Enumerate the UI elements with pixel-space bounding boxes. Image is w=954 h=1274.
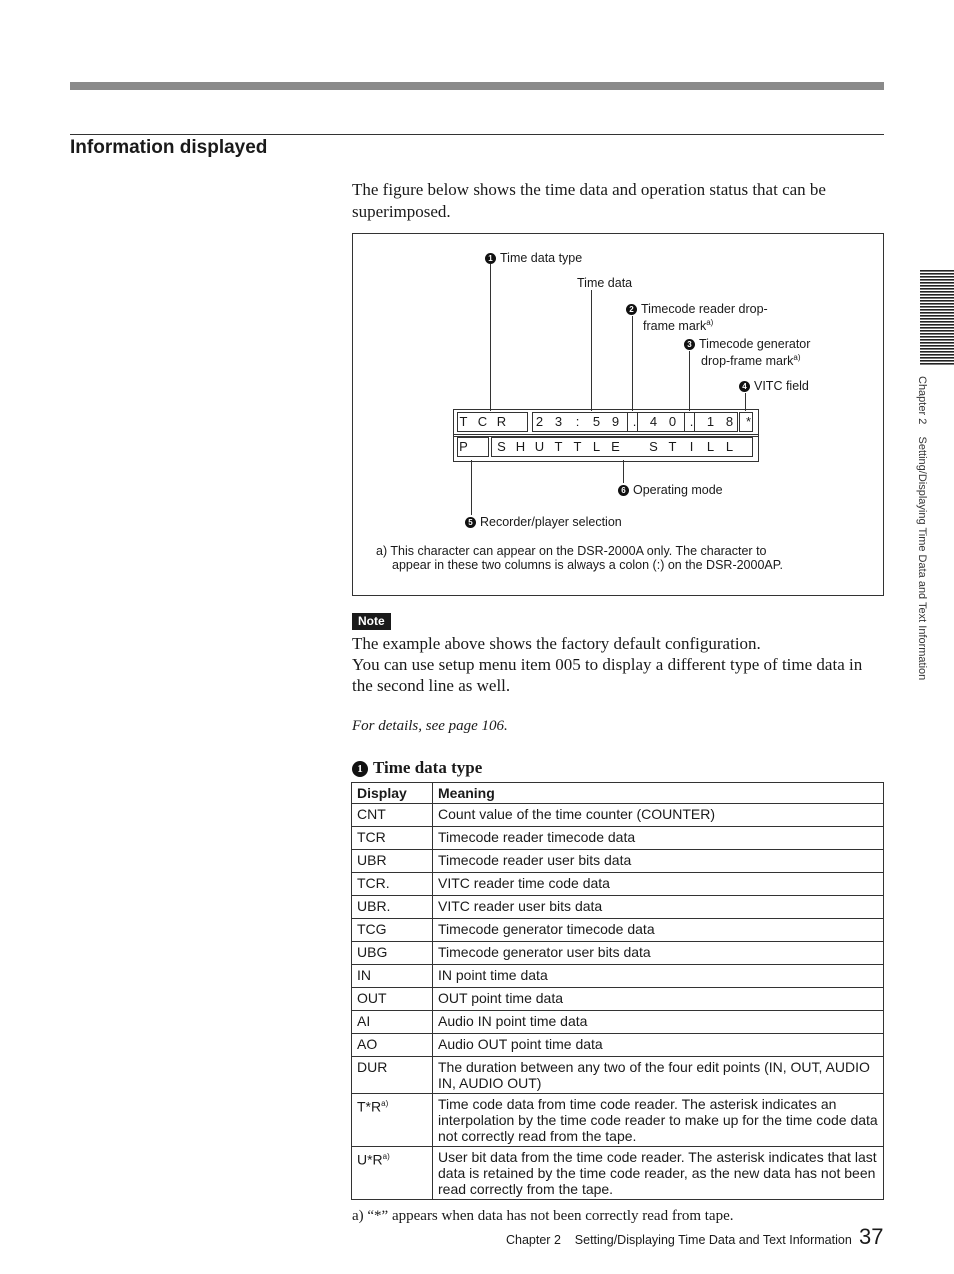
table-row (352, 942, 884, 965)
display-char: 5 (592, 414, 601, 429)
display-code: TCR (357, 829, 386, 845)
table-header-row (352, 783, 884, 804)
callout-number-6: 6 (618, 485, 629, 496)
display-code: UBG (357, 944, 388, 960)
meaning-cell: Timecode reader user bits data (433, 850, 884, 873)
display-code: CNT (357, 806, 386, 822)
display-code: DUR (357, 1059, 388, 1075)
display-char: R (496, 414, 507, 429)
display-char: 9 (611, 414, 620, 429)
leader-line (591, 290, 592, 411)
table-heading-label: Time data type (373, 758, 483, 777)
display-char: L (592, 439, 601, 454)
leader-line (623, 460, 624, 483)
table-row (352, 919, 884, 942)
callout-number-5: 5 (465, 517, 476, 528)
heading-number-1: 1 (352, 761, 368, 777)
callout-number-2: 2 (626, 304, 637, 315)
callout-label-line1: Timecode generator (699, 337, 811, 351)
figure-footnote (376, 544, 856, 572)
display-code: OUT (357, 990, 387, 1006)
display-row-2 (454, 437, 758, 457)
display-cell (352, 1011, 433, 1034)
display-char: T (554, 439, 563, 454)
meaning-cell: Audio OUT point time data (433, 1034, 884, 1057)
intro-paragraph: The figure below shows the time data and operation status that can be superimposed. (352, 180, 826, 221)
chapter-tab-marker (920, 270, 954, 365)
display-cell (352, 827, 433, 850)
meaning-cell: OUT point time data (433, 988, 884, 1011)
display-char: L (725, 439, 734, 454)
side-chapter-text: Chapter 2 Setting/Displaying Time Data and Text Information (916, 376, 928, 681)
display-cell (352, 1034, 433, 1057)
note-line1: The example above shows the factory default configuration. (352, 634, 761, 653)
table-row (352, 988, 884, 1011)
table-footnote: a) “*” appears when data has not been correctly read from tape. (352, 1208, 734, 1224)
display-char: C (477, 414, 488, 429)
meaning-cell: IN point time data (433, 965, 884, 988)
time-data-type-table (351, 782, 884, 1200)
display-cell (352, 896, 433, 919)
display-char: P (459, 439, 468, 454)
display-char: L (706, 439, 715, 454)
display-char: 2 (535, 414, 544, 429)
meaning-cell: Timecode generator user bits data (433, 942, 884, 965)
table-row (352, 850, 884, 873)
display-cell (352, 965, 433, 988)
figure-footnote-line2: appear in these two columns is always a colon (:) on the DSR-2000AP. (392, 558, 783, 572)
meaning-cell: VITC reader time code data (433, 873, 884, 896)
display-char: . (632, 414, 637, 429)
leader-line (490, 264, 491, 411)
display-char: S (497, 439, 506, 454)
display-cell (352, 988, 433, 1011)
display-char: * (745, 414, 752, 429)
callout-label: Time data type (500, 251, 583, 265)
table-row (352, 965, 884, 988)
note-text (352, 633, 887, 696)
callout-label: Recorder/player selection (480, 515, 622, 529)
footnote-mark: a) (706, 318, 714, 327)
column-header-display: Display (352, 783, 433, 804)
display-char: T (459, 414, 468, 429)
footnote-mark: a) (793, 353, 801, 362)
table-row (352, 1147, 884, 1200)
display-cell (352, 919, 433, 942)
table-heading (352, 758, 482, 778)
meaning-cell: The duration between any two of the four edit points (IN, OUT, AUDIO IN, AUDIO OUT) (433, 1057, 884, 1094)
display-char: 4 (649, 414, 658, 429)
display-char: . (689, 414, 694, 429)
display-char: E (611, 439, 620, 454)
callout-recorder-player (465, 515, 622, 529)
display-char: T (668, 439, 677, 454)
section-title: Information displayed (70, 137, 268, 158)
footnote-mark: a) (382, 1152, 390, 1161)
display-code: UBR. (357, 898, 391, 914)
callout-label: Operating mode (633, 483, 723, 497)
note-line2: You can use setup menu item 005 to display a different type of time data in the second line as well. (352, 655, 863, 695)
display-char: H (515, 439, 526, 454)
callout-tcr-drop-frame (626, 302, 768, 333)
table-row (352, 827, 884, 850)
display-char (625, 437, 644, 457)
callout-label-line2: frame mark (643, 319, 707, 334)
display-char: 3 (554, 414, 563, 429)
display-char (511, 412, 530, 432)
display-cell (352, 804, 433, 827)
display-cell (352, 942, 433, 965)
display-row-1 (454, 412, 758, 432)
callout-time-data-type (485, 251, 582, 265)
callout-label-line1: Timecode reader drop- (641, 302, 768, 316)
table-row (352, 1011, 884, 1034)
display-char: U (534, 439, 545, 454)
display-code: IN (357, 967, 371, 983)
leader-line (632, 316, 633, 411)
display-cell (352, 1094, 433, 1147)
display-char (473, 437, 492, 457)
display-code: AI (357, 1013, 371, 1029)
display-char: : (575, 414, 580, 429)
callout-time-data: Time data (577, 276, 633, 290)
table-row (352, 804, 884, 827)
display-code: AO (357, 1036, 378, 1052)
display-char (739, 437, 758, 457)
table-row (352, 1094, 884, 1147)
display-code: U*R (357, 1151, 383, 1168)
table-row (352, 873, 884, 896)
table-row (352, 1034, 884, 1057)
note-label: Note (352, 613, 391, 630)
display-code: T*R (357, 1098, 382, 1115)
display-cell (352, 873, 433, 896)
display-char: 0 (668, 414, 677, 429)
callout-operating-mode (618, 483, 723, 497)
display-code: TCG (357, 921, 387, 937)
callout-label: VITC field (754, 379, 809, 393)
callout-tcg-drop-frame (684, 337, 810, 368)
section-rule (70, 134, 884, 135)
footnote-mark: a) (381, 1099, 389, 1108)
meaning-cell: User bit data from the time code reader. The asterisk indicates that last data is retained by the time code reader, as the new data has not been read correctly from the tape. (433, 1147, 884, 1200)
display-char: 1 (706, 414, 715, 429)
meaning-cell: Timecode generator timecode data (433, 919, 884, 942)
column-header-meaning: Meaning (433, 783, 884, 804)
callout-vitc-field (739, 379, 809, 393)
meaning-cell: Timecode reader timecode data (433, 827, 884, 850)
display-char: S (649, 439, 658, 454)
display-code: TCR. (357, 875, 390, 891)
table-row (352, 1057, 884, 1094)
callout-number-4: 4 (739, 381, 750, 392)
display-char: 8 (725, 414, 734, 429)
callout-number-1: 1 (485, 253, 496, 264)
leader-line (689, 351, 690, 411)
meaning-cell: Count value of the time counter (COUNTER) (433, 804, 884, 827)
callout-number-3: 3 (684, 339, 695, 350)
display-char: T (573, 439, 582, 454)
display-cell (352, 1057, 433, 1094)
details-reference: For details, see page 106. (352, 718, 508, 734)
display-cell (352, 1147, 433, 1200)
meaning-cell: Time code data from time code reader. The asterisk indicates an interpolation by the time code reader to make up for the time code data not correctly read from the tape. (433, 1094, 884, 1147)
leader-line (471, 460, 472, 515)
display-cell (352, 850, 433, 873)
callout-label-line2: drop-frame mark (701, 354, 794, 369)
table-row (352, 896, 884, 919)
top-rule-bar (70, 82, 884, 90)
display-char: I (689, 439, 694, 454)
display-code: UBR (357, 852, 387, 868)
meaning-cell: VITC reader user bits data (433, 896, 884, 919)
footer-chapter-text: Chapter 2 Setting/Displaying Time Data and Text Information (506, 1233, 852, 1247)
page-number: 37 (859, 1224, 884, 1249)
figure-footnote-line1: a) This character can appear on the DSR-2000A only. The character to (376, 544, 767, 558)
meaning-cell: Audio IN point time data (433, 1011, 884, 1034)
